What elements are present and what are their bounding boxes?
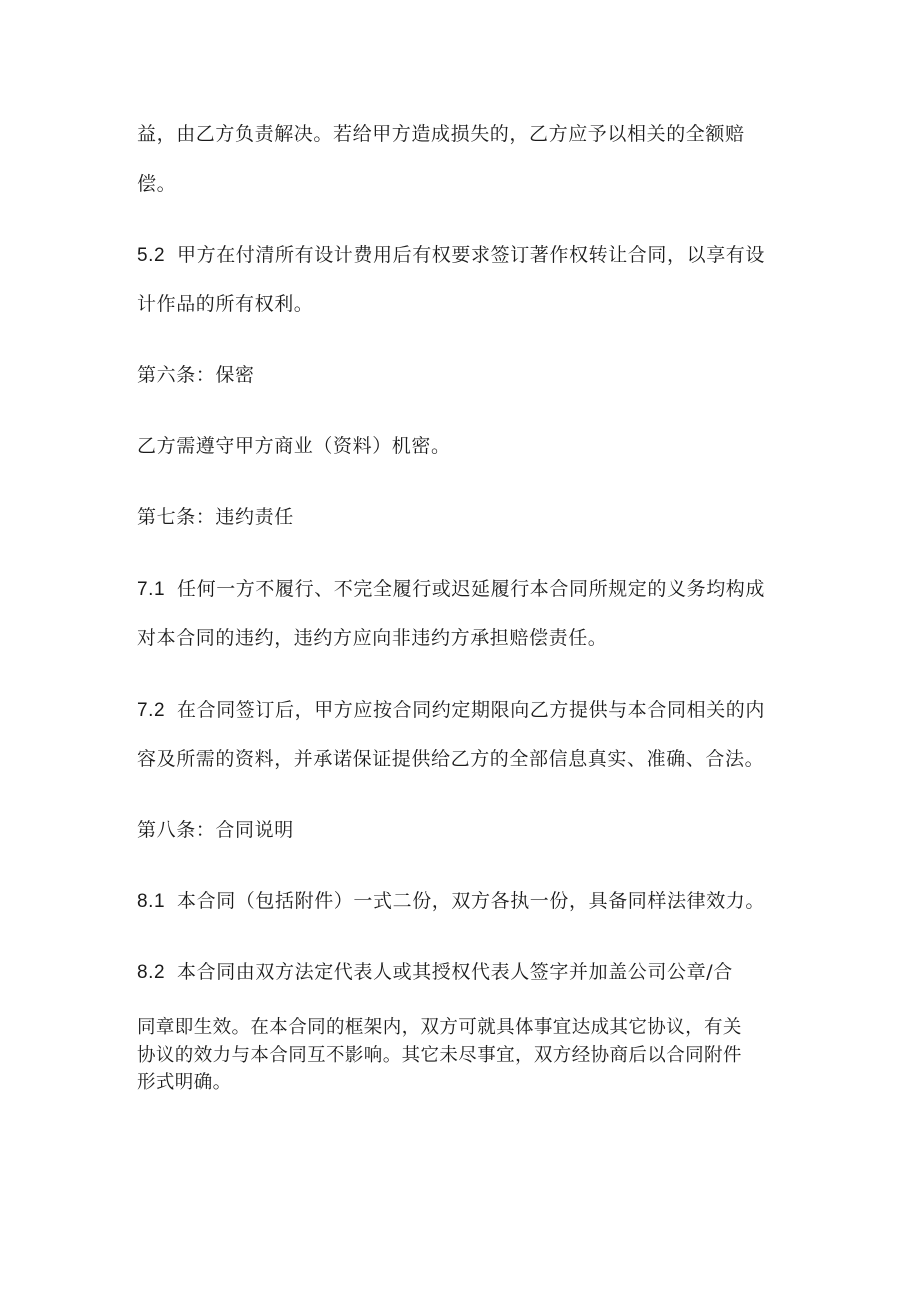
clause-number: 8.1 bbox=[137, 891, 166, 912]
clause-7-1-line-1 bbox=[137, 577, 765, 602]
clause-number: 5.2 bbox=[137, 245, 166, 266]
line-text: 本合同（包括附件）一式二份，双方各执一份，具备同样法律效力。 bbox=[177, 890, 766, 912]
line-text: 第八条：合同说明 bbox=[137, 819, 294, 841]
text-line bbox=[137, 434, 451, 458]
section-heading-7 bbox=[137, 505, 294, 529]
line-text: 计作品的所有权利。 bbox=[137, 293, 314, 315]
line-text: 偿。 bbox=[137, 173, 177, 195]
section-heading-8 bbox=[137, 818, 294, 842]
clause-8-2-line-1 bbox=[137, 960, 733, 985]
line-text: 乙方需遵守甲方商业（资料）机密。 bbox=[137, 435, 451, 457]
line-text: 任何一方不履行、不完全履行或迟延履行本合同所规定的义务均构成 bbox=[177, 578, 766, 600]
text-line bbox=[137, 292, 313, 316]
line-text: 同章即生效。在本合同的框架内，双方可就具体事宜达成其它协议，有关 bbox=[137, 1017, 742, 1038]
line-text: 甲方在付清所有设计费用后有权要求签订著作权转让合同，以享有设 bbox=[177, 244, 766, 266]
line-text: 第七条：违约责任 bbox=[137, 506, 294, 528]
line-text: 形式明确。 bbox=[137, 1072, 232, 1093]
clause-number: 7.2 bbox=[137, 700, 166, 721]
line-text: 协议的效力与本合同互不影响。其它未尽事宜，双方经协商后以合同附件 bbox=[137, 1045, 742, 1066]
clause-number: 8.2 bbox=[137, 962, 166, 983]
clause-8-1-line bbox=[137, 889, 765, 914]
text-line bbox=[137, 172, 176, 196]
text-line bbox=[137, 626, 607, 650]
line-text: 对本合同的违约，违约方应向非违约方承担赔偿责任。 bbox=[137, 627, 608, 649]
line-text: 本合同由双方法定代表人或其授权代表人签字并加盖公司公章/合 bbox=[177, 961, 733, 983]
clause-number: 7.1 bbox=[137, 579, 166, 600]
text-line bbox=[137, 1044, 742, 1068]
text-line bbox=[137, 1016, 742, 1040]
section-heading-6 bbox=[137, 363, 255, 387]
text-line bbox=[137, 1071, 232, 1095]
text-line bbox=[137, 747, 764, 771]
line-text: 第六条：保密 bbox=[137, 364, 255, 386]
clause-7-2-line-1 bbox=[137, 698, 765, 723]
line-text: 容及所需的资料，并承诺保证提供给乙方的全部信息真实、准确、合法。 bbox=[137, 748, 765, 770]
line-text: 益，由乙方负责解决。若给甲方造成损失的，乙方应予以相关的全额赔 bbox=[137, 123, 745, 145]
text-line bbox=[137, 122, 745, 146]
clause-5-2-line-1 bbox=[137, 243, 765, 268]
line-text: 在合同签订后，甲方应按合同约定期限向乙方提供与本合同相关的内 bbox=[177, 699, 766, 721]
